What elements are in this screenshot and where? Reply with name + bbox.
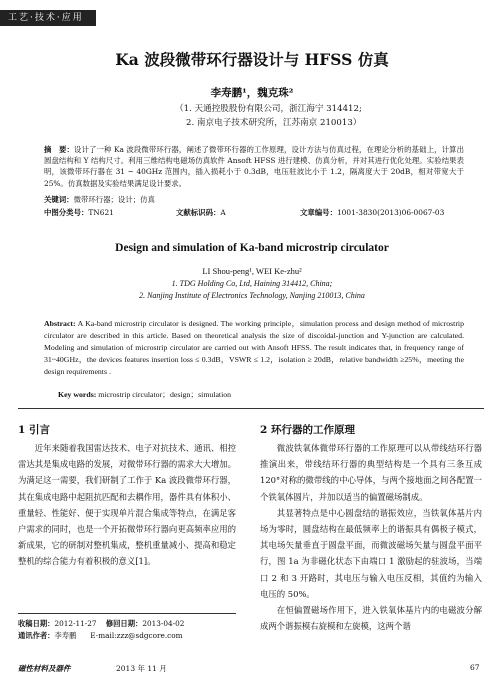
section-2-paragraph-3: 在恒偏置磁场作用下，进入铁氧体基片内的电磁波分解成两个谐振模右旋模和左旋模，这两个谐	[260, 605, 482, 632]
section-1-heading: 1 引言	[18, 424, 50, 436]
keywords-en	[58, 389, 231, 400]
footnote-author	[18, 630, 183, 641]
journal-name: 磁性材料及器件	[18, 664, 71, 673]
abstract-en	[44, 318, 464, 378]
article-no-label: 文章编号：	[300, 208, 337, 217]
footnote-divider	[18, 613, 236, 614]
article-no-field	[300, 207, 444, 218]
keywords-cn	[44, 194, 155, 205]
page-number: 67	[470, 663, 480, 672]
affiliation-cn-1: （1. 天通控股股份有限公司，浙江海宁 314412;	[175, 104, 362, 114]
keywords-label-cn: 关键词：	[44, 195, 74, 204]
clc-label: 中图分类号：	[44, 208, 89, 217]
doc-code-value: A	[220, 208, 226, 217]
abstract-en-text: A Ka-band microstrip circulator is designed. The working principle，simulation process and design method of microstrip circulator are described in this article. Based on theoretical analysis the size of discoidal-junction and Y-junction are calculated. Modeling and simulation of microstrip circulator are carried out with Ansoft HFSS. The result indicates that, in frequency range of 31~40GHz，the devices features insertion loss ≤ 0.3dB，VSWR ≤ 1.2，isolation ≥ 20dB，relative bandwidth ≥25%，meeting the design requirements .	[44, 319, 464, 377]
email-label: E-mail:	[90, 631, 117, 640]
header-divider	[18, 408, 484, 409]
affiliation-cn-2: 2. 南京电子技术研究所，江苏南京 210013）	[186, 118, 362, 128]
clc-field	[44, 207, 114, 218]
keywords-label-en: Key words:	[58, 390, 97, 399]
revised-date: 2013-04-02	[142, 619, 185, 628]
section-1-body	[18, 440, 236, 570]
authors-cn: 李寿鹏¹，魏克珠²	[210, 87, 294, 99]
keywords-en-text: microstrip circulator；design；simulation	[98, 390, 232, 399]
article-no-value: 1001-3830(2013)06-0067-03	[336, 208, 445, 217]
abstract-cn-text: 设计了一种 Ka 波段微带环行器，阐述了微带环行器的工作原理，设计方法与仿真过程，在理论分析的基础上，计算出圆盘结构和 Y 结构尺寸。利用三维结构电磁场仿真软件 Ansoft HFSS 进行建模、仿真分析，并对其进行优化处理。实验结果表明，该微带环行器在 31 ~ 40GHz 范围内，插入损耗小于 0.3dB，电压驻波比小于 1.2，隔离度大于 20dB，相对带宽大于 25%。仿真数据及实验结果满足设计要求。	[44, 145, 464, 188]
section-1-paragraph: 近年来随着我国雷达技术、电子对抗技术、通讯、相控雷达其是集成电路的发展，对微带环行器的需求大大增加。为满足这一需要，我们研制了工作于 Ka 波段微带环行器，其在集成电路中起阻抗匹配和去耦作用，器件具有体积小、重量轻、性能好、便于实现单片混合集成等特点，在满足客户需求的同时，也是一个开拓微带环行器向更高频率应用的新成果，它的研制对整机集成，整机重量减小、提高和稳定整机的综合能力有着积极的意义[1]。	[18, 443, 236, 567]
paper-title-en: Design and simulation of Ka-band microstrip circulator	[115, 242, 389, 254]
doc-code-label: 文献标识码：	[176, 208, 221, 217]
section-badge: 工艺·技术·应用	[0, 10, 96, 26]
affiliation-en-1: 1. TDG Holding Co, Ltd, Haining 314412, China;	[171, 279, 333, 288]
keywords-cn-text: 微带环行器；设计；仿真	[73, 195, 155, 204]
clc-value: TN621	[88, 208, 114, 217]
doc-code-field	[176, 207, 226, 218]
footnote-dates	[18, 618, 184, 629]
received-date: 2012-11-27	[54, 619, 97, 628]
paper-title-cn: Ka 波段微带环行器设计与 HFSS 仿真	[115, 50, 389, 69]
abstract-label-cn: 摘 要：	[44, 145, 75, 154]
author-label: 通讯作者：	[18, 631, 55, 640]
authors-en: LI Shou-peng¹, WEI Ke-zhu²	[202, 266, 302, 276]
received-label: 收稿日期：	[18, 619, 55, 628]
section-2-paragraph-1: 微波铁氧体微带环行器的工作原理可以从带线结环行器推演出来，带线结环行器的典型结构是一个具有三条互成 120°对称的微带线的中心导体，与两个接地面之间各配置一个铁氧体圆片，并加以适当的偏置磁场制成。	[260, 443, 482, 502]
section-2-heading: 2 环行器的工作原理	[260, 424, 355, 436]
revised-label: 修回日期：	[105, 619, 143, 628]
section-2-body	[260, 440, 482, 634]
section-2-paragraph-2: 其显著特点是中心圆盘结的谐振效应，当铁氧体基片内场为零时，圆盘结构在最低频率上的谐振具有偶极子模式，其电场矢量垂直于圆盘平面，而微波磁场矢量与圆盘平面平行，图 1a 为非磁化状态下由端口 1 激励起的驻波场，当端口 2 和 3 开路时，其电压与输入电压反相，其值约为输入电压的 50%。	[260, 507, 482, 599]
author-name: 李寿鹏	[54, 631, 77, 640]
email-value[interactable]: zzz@sdgcore.com	[116, 631, 183, 640]
issue-date: 2013 年 11 月	[116, 664, 167, 673]
abstract-label-en: Abstract:	[44, 319, 76, 328]
affiliation-en-2: 2. Nanjing Institute of Electronics Technology, Nanjing 210013, China	[139, 291, 365, 300]
abstract-cn	[44, 144, 464, 189]
